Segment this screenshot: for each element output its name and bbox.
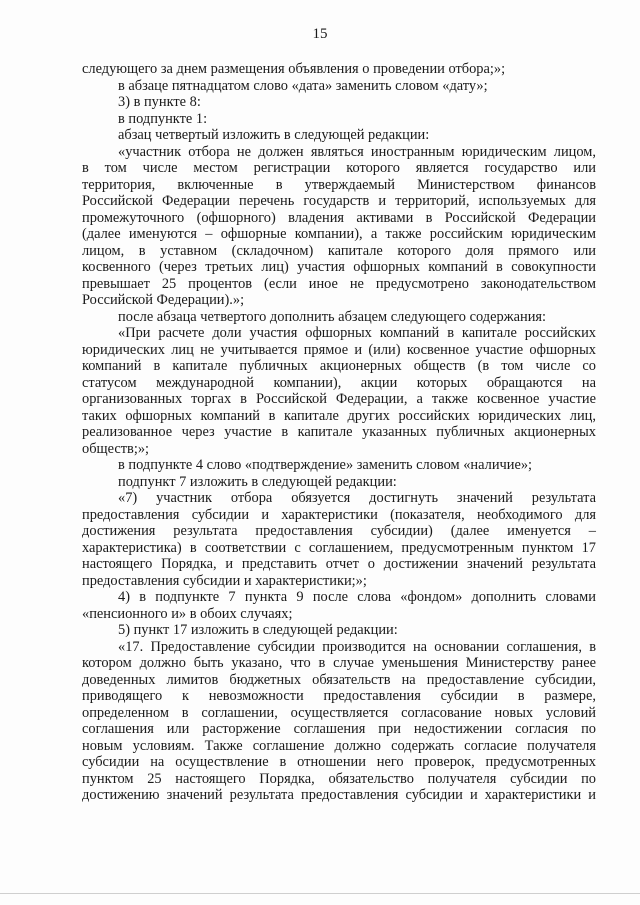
text-line: организованных торгах в Российской Федерации, а также косвенное участие: [82, 391, 596, 407]
text-line: 4) в подпункте 7 пункта 9 после слова «фондом» дополнить словами: [118, 589, 596, 605]
text-line: настоящего Порядка, и представить отчет о достижении значений результата: [82, 556, 596, 572]
text-line: реализованное через участие в капитале указанных публичных акционерных: [82, 424, 596, 440]
text-line: достижения результата предоставления субсидии) (далее именуется –: [82, 523, 596, 539]
text-line: соглашения или расторжение соглашения при недостижении согласия по: [82, 721, 596, 737]
text-line: предоставления субсидии и характеристики (показателя, необходимого для: [82, 506, 596, 523]
text-line: территория, включенные в утверждаемый Министерством финансов: [82, 176, 596, 193]
text-line: после абзаца четвертого дополнить абзацем следующего содержания:: [118, 308, 547, 325]
text-line: промежуточного (офшорного) владения активами в Российской Федерации: [82, 209, 596, 226]
text-line: «17. Предоставление субсидии производится на основании соглашения, в: [118, 638, 596, 655]
text-line: в подпункте 1:: [118, 110, 208, 127]
text-line: субсидии на осуществление в отношении него проверок, предусмотренных: [82, 754, 596, 770]
text-line: «7) участник отбора обязуется достигнуть значений результата: [118, 490, 596, 506]
text-line: новым условиям. Также соглашение должно содержать согласие получателя: [82, 737, 596, 754]
text-line: в подпункте 4 слово «подтверждение» заменить словом «наличие»;: [118, 457, 533, 473]
text-line: 3) в пункте 8:: [118, 94, 201, 110]
text-line: статусом международной компании), акции которых обращаются на: [82, 374, 596, 391]
text-line: 5) пункт 17 изложить в следующей редакции:: [118, 622, 398, 638]
text-line: определенном в соглашении, осуществляется согласование новых условий: [82, 704, 596, 721]
text-line: превышает 25 процентов (если иное не предусмотрено законодательством: [82, 275, 596, 292]
text-line: абзац четвертый изложить в следующей редакции:: [118, 127, 430, 143]
text-line: доведенных лимитов бюджетных обязательств на предоставление субсидии,: [82, 671, 596, 688]
page-bottom-edge: [0, 893, 640, 894]
text-line: пунктом 25 настоящего Порядка, обязательство получателя субсидии по: [82, 770, 596, 787]
text-line: «пенсионного и» в обоих случаях;: [82, 605, 293, 622]
text-line: котором должно быть указано, что в случае уменьшения Министерству ранее: [82, 655, 596, 671]
text-line: (далее именуются – офшорные компании), а также российским юридическим: [82, 226, 596, 242]
page-number: 15: [312, 26, 328, 42]
text-line: характеристика) в соответствии с соглашением, предусмотренным пунктом 17: [82, 539, 596, 556]
text-line: достижению значений результата предоставления субсидии и характеристики и: [82, 787, 596, 803]
text-line: косвенного (через третьих лиц) участия офшорных компаний в совокупности: [82, 259, 596, 275]
text-line: «При расчете доли участия офшорных компаний в капитале российских: [118, 325, 596, 341]
text-line: в том числе местом регистрации которого является государство или: [82, 160, 596, 176]
text-line: «участник отбора не должен являться иностранным юридическим лицом,: [118, 143, 596, 160]
text-line: предоставления субсидии и характеристики;»;: [82, 572, 367, 589]
text-line: в абзаце пятнадцатом слово «дата» заменить словом «дату»;: [118, 77, 488, 94]
document-body: [82, 61, 596, 804]
text-line: таких офшорных компаний в капитале других российских юридических лиц,: [82, 407, 596, 424]
text-line: Российской Федерации).»;: [82, 292, 245, 308]
text-line: лицом, в уставном (складочном) капитале которого доля прямого или: [82, 242, 596, 259]
text-line: подпункт 7 изложить в следующей редакции:: [118, 473, 397, 490]
text-line: приводящего к невозможности предоставления субсидии в размере,: [82, 688, 596, 704]
text-line: обществ;»;: [82, 440, 150, 457]
text-line: следующего за днем размещения объявления о проведении отбора;»;: [82, 61, 506, 77]
text-line: юридических лиц не учитывается прямое и (или) косвенное участие офшорных: [82, 341, 596, 358]
text-line: Российской Федерации перечень государств и территорий, используемых для: [82, 193, 596, 209]
text-line: компаний в капитале публичных акционерных обществ (в том числе со: [82, 358, 596, 374]
